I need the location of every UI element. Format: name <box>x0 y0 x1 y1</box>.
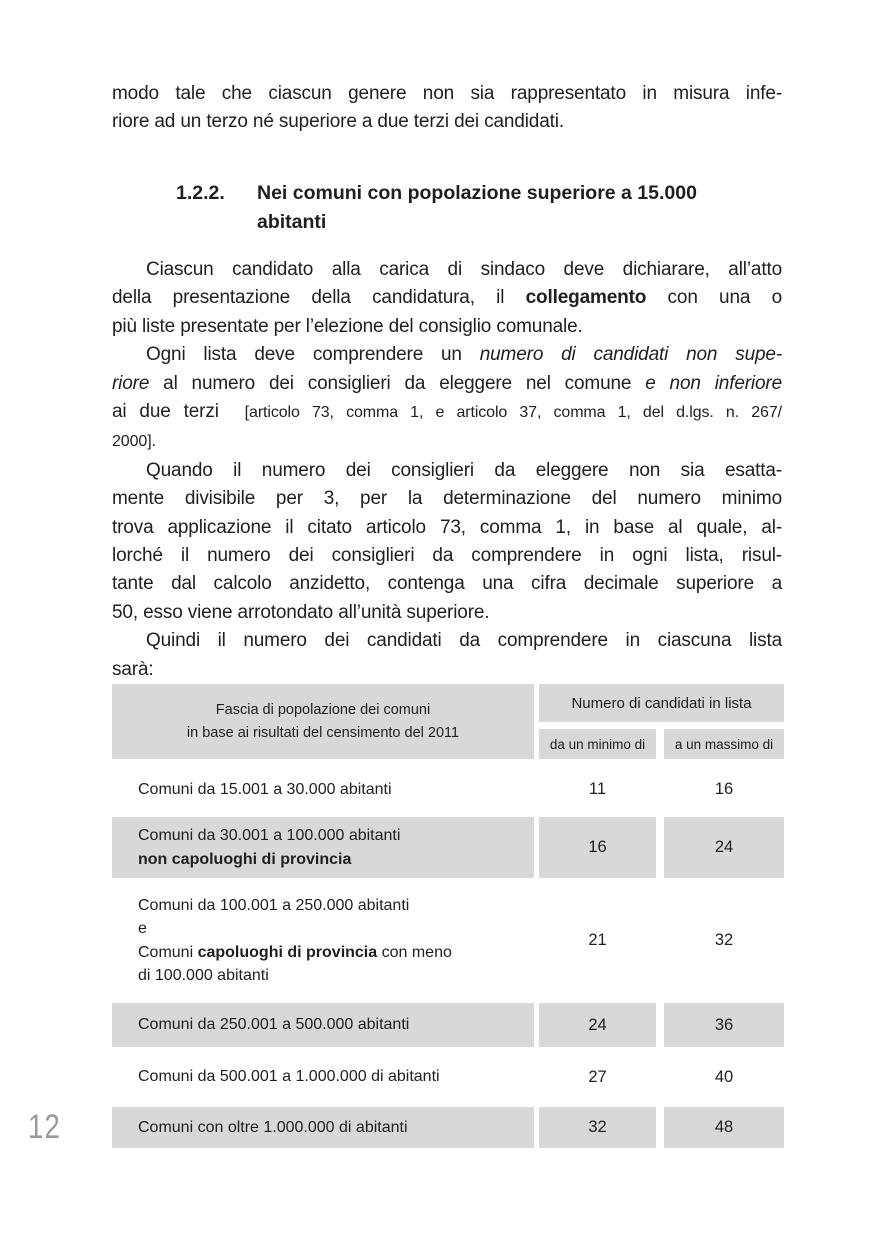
section-title-line: abitanti <box>257 211 327 233</box>
cell-min-candidates: 32 <box>539 1107 656 1148</box>
header-min-column: da un minimo di <box>539 729 656 759</box>
text-line: più liste presentate per l’elezione del consiglio comunale. <box>112 315 583 337</box>
cell-population-range: Comuni da 500.001 a 1.000.000 di abitanti <box>138 1068 440 1086</box>
section-title-line: Nei comuni con popolazione superiore a 15.000 <box>257 182 697 204</box>
cell-max-candidates: 40 <box>714 1067 734 1086</box>
cell-max-candidates: 24 <box>664 817 784 878</box>
text-line: riore ad un terzo né superiore a due terzi dei candidati. <box>112 111 564 133</box>
section-heading <box>176 179 782 237</box>
header-max-column: a un massimo di <box>664 729 784 759</box>
table-header <box>112 684 783 759</box>
cell-max-candidates: 48 <box>664 1107 784 1148</box>
intro-paragraph <box>112 80 782 137</box>
candidates-table <box>112 684 783 1148</box>
table-row <box>112 1003 783 1047</box>
cell-min-candidates: 24 <box>539 1003 656 1047</box>
column-gap <box>656 729 664 759</box>
text-line: mente divisibile per 3, per la determinazione del numero minimo <box>112 488 782 510</box>
text-line: ai due terzi [articolo 73, comma 1, e articolo 37, comma 1, del d.lgs. n. 267/ <box>112 401 782 423</box>
body-text <box>112 256 782 684</box>
text-line: 2000]. <box>112 433 156 451</box>
table-row <box>112 817 783 878</box>
cell-max-candidates: 16 <box>714 780 734 798</box>
section-title <box>257 179 697 237</box>
cell-max-candidates: 32 <box>714 931 734 949</box>
cell-min-candidates: 11 <box>588 780 607 798</box>
text-line: 50, esso viene arrotondato all’unità superiore. <box>112 601 490 623</box>
text-line: riore al numero dei consiglieri da eleggere nel comune e non inferiore <box>112 372 782 394</box>
column-gap <box>656 1047 664 1107</box>
column-gap <box>656 878 664 1003</box>
text-line: lorché il numero dei consiglieri da comprendere in ogni lista, risul- <box>112 545 782 567</box>
table-rows <box>112 762 783 1148</box>
column-gap <box>656 1107 664 1148</box>
text-line: modo tale che ciascun genere non sia rappresentato in misura infe- <box>112 83 782 104</box>
cell-max-candidates: 36 <box>664 1003 784 1047</box>
section-number: 1.2.2. <box>176 182 225 204</box>
text-line: sarà: <box>112 658 154 680</box>
cell-min-candidates: 27 <box>588 1067 607 1086</box>
text-line: Ogni lista deve comprendere un numero di candidati non supe- <box>146 344 782 366</box>
column-gap <box>656 762 664 817</box>
cell-population-range: Comuni da 15.001 a 30.000 abitanti <box>138 780 392 798</box>
page-number: 12 <box>28 1108 61 1146</box>
cell-population-range: Comuni da 100.001 a 250.000 abitanti e Comuni capoluoghi di provincia con meno di 100.000 abitanti <box>138 896 452 984</box>
cell-min-candidates: 16 <box>539 817 656 878</box>
column-gap <box>656 1003 664 1047</box>
table-row <box>112 1107 783 1148</box>
cell-population-range: Comuni con oltre 1.000.000 di abitanti <box>112 1107 534 1148</box>
table-row <box>112 1047 783 1107</box>
text-line: trova applicazione il citato articolo 73, comma 1, in base al quale, al- <box>112 516 782 538</box>
header-population-line: Fascia di popolazione dei comuni <box>215 701 431 718</box>
header-candidates-group: Numero di candidati in lista <box>539 684 784 722</box>
text-line: tante dal calcolo anzidetto, contenga una cifra decimale superiore a <box>112 573 782 595</box>
table-row <box>112 762 783 817</box>
cell-population-range: Comuni da 250.001 a 500.000 abitanti <box>112 1003 534 1047</box>
text-line: della presentazione della candidatura, il collegamento con una o <box>112 287 782 309</box>
text-line: Quindi il numero dei candidati da comprendere in ciascuna lista <box>146 630 782 652</box>
cell-min-candidates: 21 <box>588 931 607 949</box>
header-candidates-column <box>539 684 784 759</box>
text-line: Ciascun candidato alla carica di sindaco deve dichiarare, all’atto <box>146 259 782 280</box>
header-subrow <box>539 729 784 759</box>
header-population-line: in base ai risultati del censimento del 2011 <box>186 724 460 741</box>
text-line: Quando il numero dei consiglieri da eleggere non sia esatta- <box>146 459 782 481</box>
table-row <box>112 878 783 1003</box>
header-population-column <box>112 684 534 759</box>
cell-population-range: Comuni da 30.001 a 100.000 abitanti non capoluoghi di provincia <box>112 817 534 878</box>
column-gap <box>656 817 664 878</box>
